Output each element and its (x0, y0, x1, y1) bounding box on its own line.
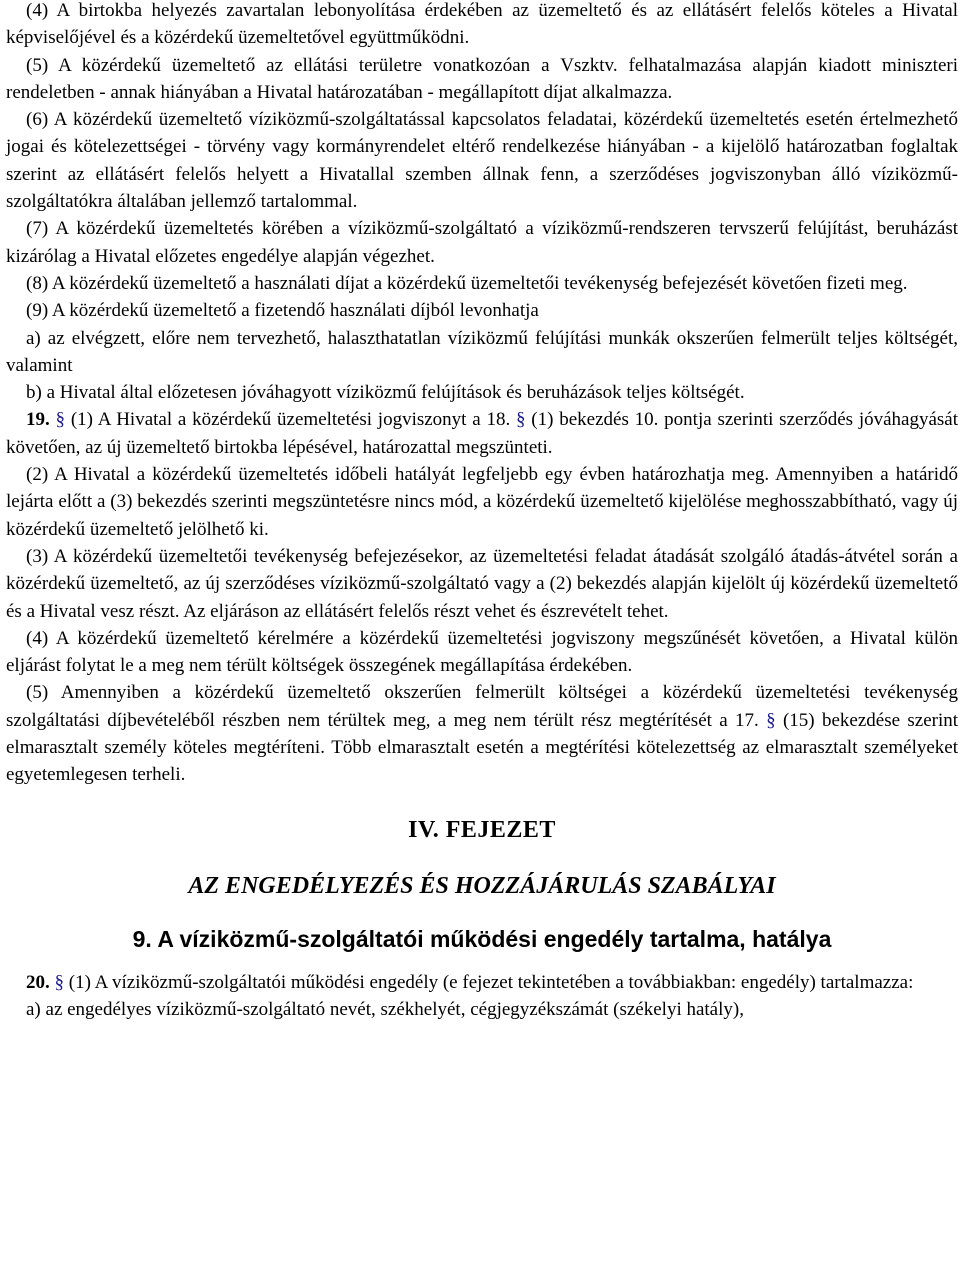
paragraph-8: (8) A közérdekű üzemeltető a használati díjat a közérdekű üzemeltetői tevékenység befejezését követően fizeti meg. (26, 272, 908, 294)
section-sign: § (55, 409, 66, 431)
paragraph-5-part2: (15) bekezdése szerint elmarasztalt személy köteles megtéríteni. Több elmarasztalt esetén a megtérítési kötelezettség az elmarasztalt személyeket egyetemlegesen terheli. (6, 709, 959, 786)
section-sign: § (54, 971, 64, 993)
chapter-number: IV. FEJEZET (408, 816, 556, 843)
section-sign: § (766, 709, 776, 731)
section-19-paragraph-3: (3) A közérdekű üzemeltetői tevékenység befejezésekor, az üzemeltetési feladat átadását szolgáló átadás-átvétel során a közérdekű üzemeltető, az új szerződéses víziközmű-szolgáltató vagy a (2) bekezdés alapján kijelölt új közérdekű üzemeltető és a Hivatal vesz részt. Az eljáráson az ellátásért felelős részt vehet és észrevételt tehet. (6, 545, 958, 622)
paragraph-7: (7) A közérdekű üzemeltetés körében a víziközmű-szolgáltató a víziközmű-rendszeren tervszerű felújítást, beruházást kizárólag a Hivatal előzetes engedélye alapján végezhet. (6, 218, 958, 267)
section-19-text-part2: (1) bekezdés 10. pontja szerinti szerződés jóváhagyását követően, az új üzemeltető birtokba lépésével, határozattal megszünteti. (6, 409, 959, 458)
paragraph-6: (6) A közérdekű üzemeltető víziközmű-szolgáltatással kapcsolatos feladatai, közérdekű üzemeltetés esetén értelmezhető jogai és kötelezettségei - törvény vagy kormányrendelet eltérő rendelkezése hiányában - a kijelölő határozatban foglaltak szerint az ellátásért felelős helyett a Hivatallal szemben állnak fenn, a szerződéses jogviszonyban álló víziközmű-szolgáltatókra általában jellemző tartalommal. (6, 109, 958, 213)
section-19-paragraph-1 (6, 406, 958, 461)
section-19-number: 19. (26, 409, 50, 431)
paragraph-9: (9) A közérdekű üzemeltető a fizetendő használati díjból levonhatja (26, 300, 539, 322)
section-19-paragraph-5 (6, 679, 958, 788)
paragraph-5-part1: (5) Amennyiben a közérdekű üzemeltető okszerűen felmerült költségei a közérdekű üzemeltetési tevékenység szolgáltatási díjbevételéből részben nem térültek meg, a meg nem térült rész megtérítését a 17. (6, 682, 958, 731)
section-sign: § (516, 409, 526, 431)
section-20-text: (1) A víziközmű-szolgáltatói működési engedély (e fejezet tekintetében a továbbiakban: engedély) tartalmazza: (64, 971, 914, 993)
section-20-number: 20. (26, 971, 50, 993)
section-19-paragraph-2: (2) A Hivatal a közérdekű üzemeltetés időbeli hatályát legfeljebb egy évben határozhatja meg. Amennyiben a határidő lejárta előtt a (3) bekezdés szerinti megszüntetésre nincs mód, a közérdekű üzemeltető kijelölése meghosszabbítható, vagy új közérdekű üzemeltető jelölhető ki. (6, 464, 958, 540)
paragraph-9-item-b: b) a Hivatal által előzetesen jóváhagyott víziközmű felújítások és beruházások teljes költségét. (26, 382, 745, 404)
section-heading: 9. A víziközmű-szolgáltatói működési engedély tartalma, hatálya (132, 925, 832, 952)
chapter-title: AZ ENGEDÉLYEZÉS ÉS HOZZÁJÁRULÁS SZABÁLYAI (188, 872, 776, 899)
section-19-paragraph-4: (4) A közérdekű üzemeltető kérelmére a közérdekű üzemeltetési jogviszony megszűnését követően, a Hivatal külön eljárást folytat le a meg nem térült költségek összegének megállapítása érdekében. (6, 627, 958, 677)
paragraph-9-item-a: a) az elvégzett, előre nem tervezhető, halaszthatatlan víziközmű felújítási munkák okszerűen felmerült teljes költségét, valamint (6, 327, 958, 376)
paragraph-5: (5) A közérdekű üzemeltető az ellátási területre vonatkozóan a Vszktv. felhatalmazása alapján kiadott miniszteri rendeletben - annak hiányában a Hivatal határozatában - megállapított díjat alkalmazza. (6, 54, 958, 103)
document-page (6, 0, 958, 1023)
paragraph-4: (4) A birtokba helyezés zavartalan lebonyolítása érdekében az üzemeltető és az ellátásért felelős köteles a Hivatal képviselőjével és a közérdekű üzemeltetővel együttműködni. (6, 0, 958, 49)
section-20-paragraph-1 (6, 969, 958, 996)
section-20-item-a: a) az engedélyes víziközmű-szolgáltató nevét, székhelyét, cégjegyzékszámát (székelyi hatály), (26, 998, 744, 1020)
section-19-text-part1: (1) A Hivatal a közérdekű üzemeltetési jogviszonyt a 18. (65, 409, 516, 431)
